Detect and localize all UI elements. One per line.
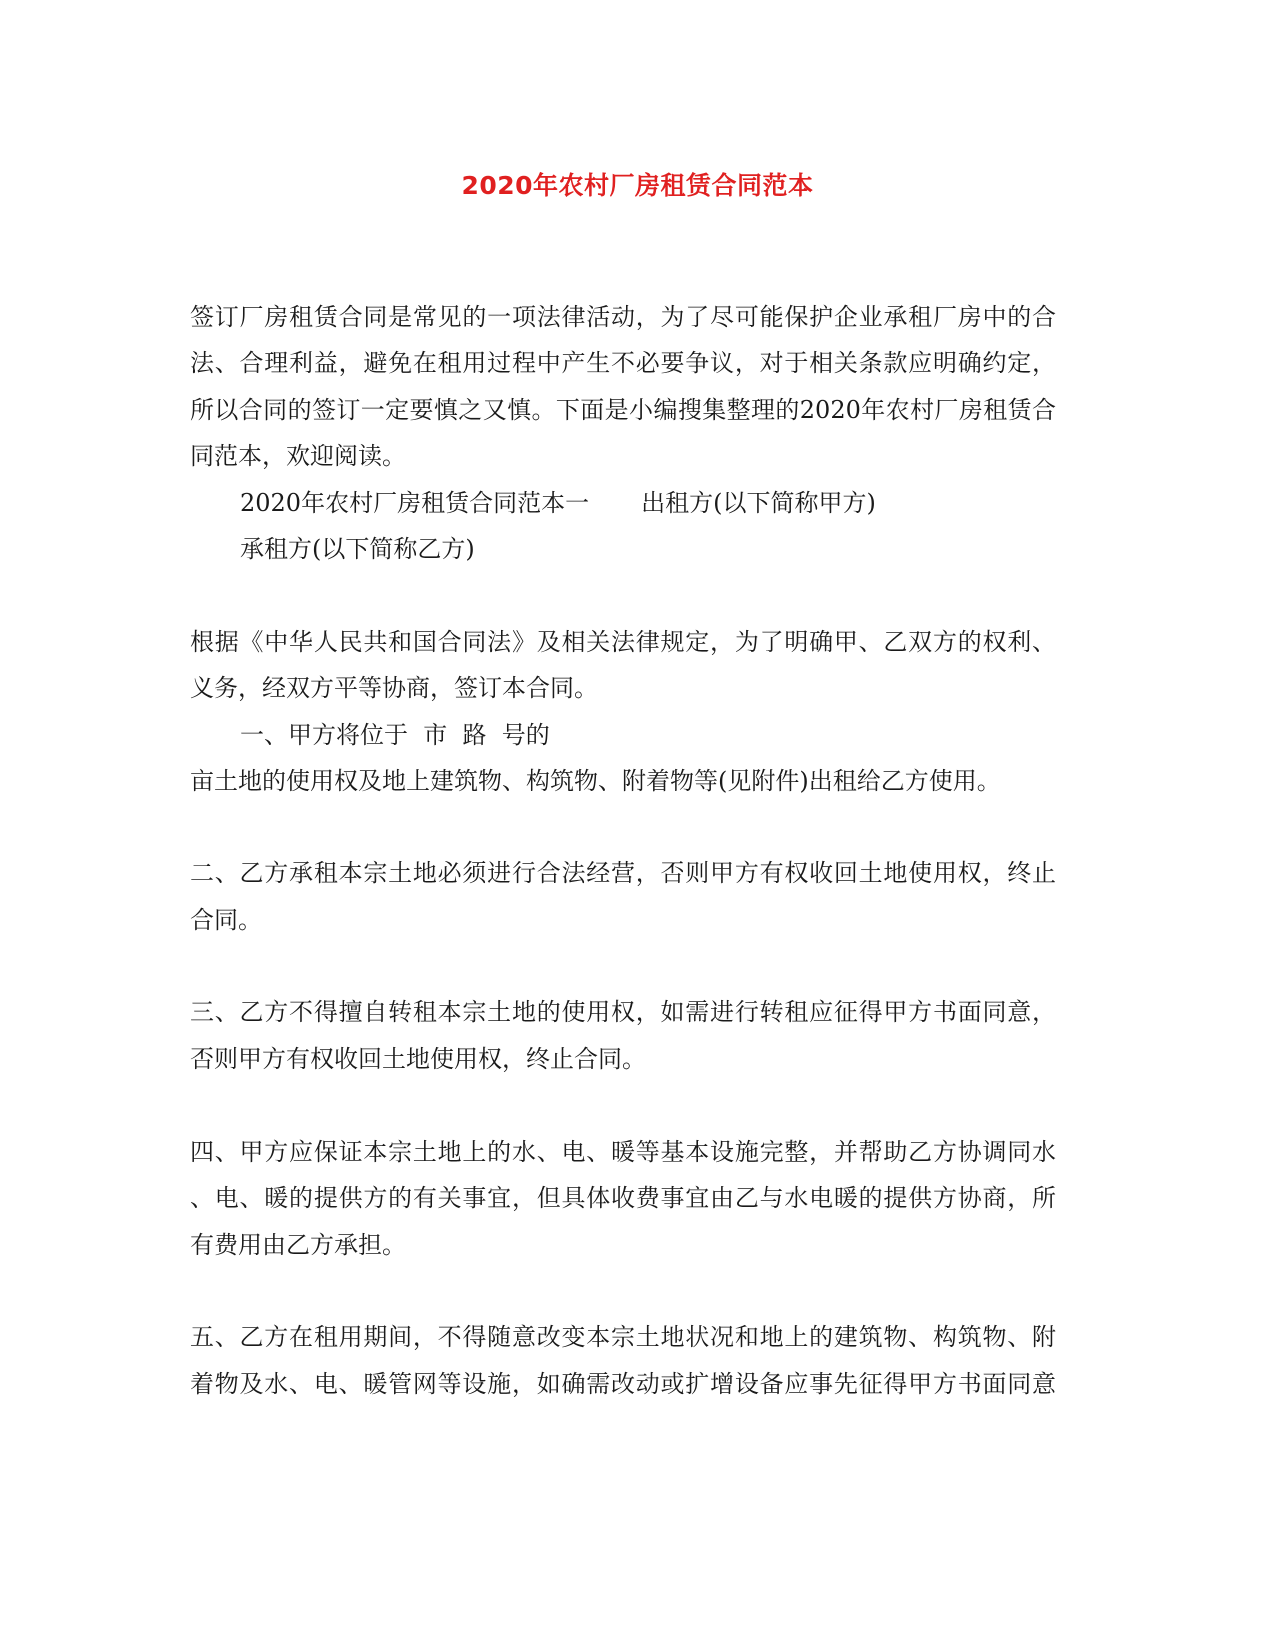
intro-line: 签订厂房租赁合同是常见的一项法律活动，为了尽可能保护企业承租厂房中的合 — [190, 303, 1056, 331]
intro-line: 同范本，欢迎阅读。 — [190, 442, 406, 470]
clause-4-line: 四、甲方应保证本宗土地上的水、电、暖等基本设施完整，并帮助乙方协调同水 — [190, 1138, 1056, 1166]
lessee-label: 承租方(以下简称乙方) — [240, 535, 475, 563]
lessor-label: 出租方(以下简称甲方) — [641, 489, 876, 517]
clause-5-line: 五、乙方在租用期间，不得随意改变本宗土地状况和地上的建筑物、构筑物、附 — [190, 1323, 1056, 1351]
clause-3-line: 否则甲方有权收回土地使用权，终止合同。 — [190, 1045, 646, 1073]
clause-4-line: 有费用由乙方承担。 — [190, 1231, 406, 1259]
basis-line: 根据《中华人民共和国合同法》及相关法律规定，为了明确甲、乙双方的权利、 — [190, 628, 1056, 656]
sample-heading: 2020年农村厂房租赁合同范本一 — [240, 489, 590, 517]
parties-line — [240, 488, 876, 518]
basis-line: 义务，经双方平等协商，签订本合同。 — [190, 674, 598, 702]
clause-2-line: 二、乙方承租本宗土地必须进行合法经营，否则甲方有权收回土地使用权，终止 — [190, 859, 1056, 887]
clause-2-line: 合同。 — [190, 906, 262, 934]
clause-3-line: 三、乙方不得擅自转租本宗土地的使用权，如需进行转租应征得甲方书面同意， — [190, 998, 1056, 1026]
document-title: 2020年农村厂房租赁合同范本 — [461, 171, 814, 200]
clause-1-line: 一、甲方将位于 市 路 号的 — [240, 721, 550, 749]
intro-line: 法、合理利益，避免在租用过程中产生不必要争议，对于相关条款应明确约定， — [190, 349, 1056, 377]
intro-line: 所以合同的签订一定要慎之又慎。下面是小编搜集整理的2020年农村厂房租赁合 — [190, 396, 1056, 424]
clause-1-line: 亩土地的使用权及地上建筑物、构筑物、附着物等(见附件)出租给乙方使用。 — [190, 767, 1001, 795]
clause-4-line: 、电、暖的提供方的有关事宜，但具体收费事宜由乙与水电暖的提供方协商，所 — [190, 1184, 1056, 1212]
clause-5-line: 着物及水、电、暖管网等设施，如确需改动或扩增设备应事先征得甲方书面同意 — [190, 1370, 1056, 1398]
